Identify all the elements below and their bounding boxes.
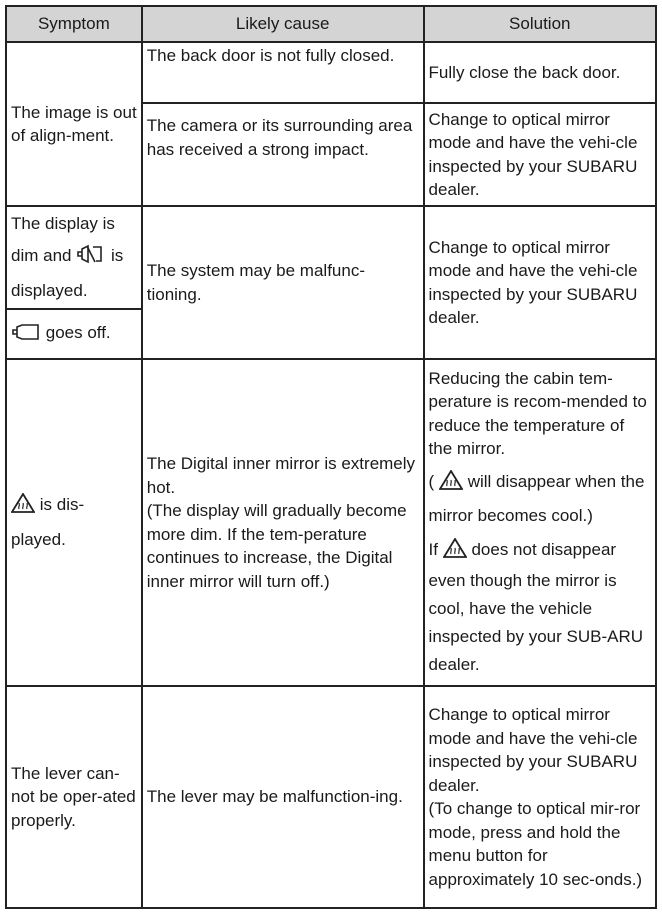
solution-text-part: does not disappear even though the mirror is cool, have the vehicle inspected by your SUB-ARU dealer. [428,539,644,674]
solution-text: Reducing the cabin tem-perature is recom-mended to reduce the temperature of the mirror. [428,368,647,458]
cause-cell [142,359,424,686]
cause-cell: The back door is not fully closed. [142,42,424,103]
cause-text: The Digital inner mirror is extremely hot. [146,454,416,497]
mirror-icon [11,323,41,348]
mirror-malfunction-icon [76,243,106,275]
table-row [6,686,656,908]
symptom-cell [6,309,142,359]
symptom-cell: The image is out of align-ment. [6,42,142,206]
table-row [6,359,656,686]
troubleshooting-table [5,5,657,909]
solution-text-part: If [428,539,438,559]
solution-cell: Fully close the back door. [424,42,656,103]
solution-note: (To change to optical mir-ror mode, press and hold the menu button for approximately 10 sec-onds.) [428,799,643,889]
header-row [6,6,656,42]
high-temperature-warning-icon [443,538,467,567]
symptom-cell [6,359,142,686]
cause-cell: The system may be malfunc-tioning. [142,206,424,359]
cause-note: (The display will gradually become more dim. If the tem-perature continues to increase, the Digital inner mirror will turn off.) [146,501,407,591]
solution-text [429,536,652,679]
solution-text: Change to optical mirror mode and have the vehi-cle inspected by your SUBARU dealer. [428,705,638,795]
symptom-text: is displayed. [11,246,124,300]
high-temperature-warning-icon [439,469,463,500]
solution-text-part: ( [428,471,435,491]
symptom-text: The display is dim and [11,214,115,265]
cause-cell: The lever may be malfunction-ing. [142,686,424,908]
solution-cell [424,686,656,908]
solution-cell [424,359,656,686]
high-temperature-warning-icon [11,492,35,524]
symptom-text: goes off. [45,322,111,342]
header-cause: Likely cause [142,6,424,42]
cause-cell: The camera or its surrounding area has received a strong impact. [142,103,424,206]
solution-cell: Change to optical mirror mode and have the vehi-cle inspected by your SUBARU dealer. [424,206,656,359]
table-row [6,206,656,309]
symptom-cell: The lever can-not be oper-ated properly. [6,686,142,908]
solution-cell: Change to optical mirror mode and have the vehi-cle inspected by your SUBARU dealer. [424,103,656,206]
symptom-text: is dis-played. [11,495,85,549]
header-solution: Solution [424,6,656,42]
header-symptom: Symptom [6,6,142,42]
symptom-cell [6,206,142,309]
solution-text [429,466,652,531]
solution-text-part: will disappear when the mirror becomes cool.) [428,471,645,525]
table-row [6,42,656,103]
